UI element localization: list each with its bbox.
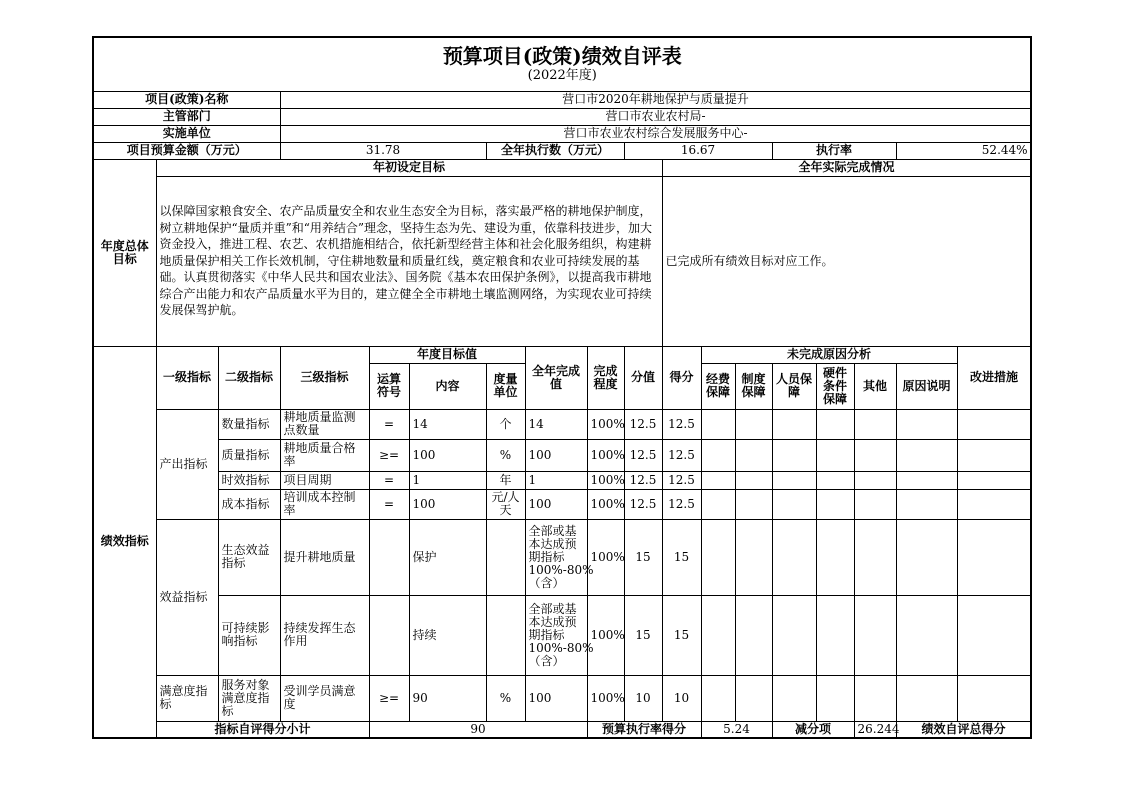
row-degree: 100%	[587, 675, 624, 721]
row-reason-funds	[701, 519, 735, 595]
row-l2: 成本指标	[218, 489, 280, 519]
row-score: 10	[624, 675, 662, 721]
row-op	[369, 595, 409, 675]
table-row	[93, 595, 1031, 675]
goal-initial-text: 以保障国家粮食安全、农产品质量安全和农业生态安全为目标，落实最严格的耕地保护制度，树立耕地保护“量质并重”和“用养结合”理念，坚持生态为先、建设为重，依靠科技进步，加大资金投入，推进工程、农艺、农机措施相结合，依托新型经营主体和社会化服务组织，构建耕地质量保护相关工作长效机制，守住耕地数量和质量红线，奠定粮食和农业可持续发展的基础。认真贯彻落实《中华人民共和国农业法》、国务院《基本农田保护条例》，以提高我市耕地综合产出能力和农产品质量水平为目的，建立健全全市耕地土壤监测网络，为实现农业可持续发展保驾护航。	[156, 176, 662, 346]
row-content: 90	[409, 675, 486, 721]
row-reason-other	[854, 471, 896, 489]
row-reason-funds	[701, 595, 735, 675]
row-score: 15	[624, 519, 662, 595]
header-degree: 完成程度	[587, 346, 624, 409]
header-reason-staff: 人员保障	[772, 363, 816, 409]
dept-value: 营口市农业农村局-	[280, 108, 1031, 125]
row-reason-other	[854, 519, 896, 595]
row-reason-staff	[772, 519, 816, 595]
row-score: 12.5	[624, 439, 662, 471]
row-op: =	[369, 489, 409, 519]
row-degree: 100%	[587, 519, 624, 595]
header-reason-other: 其他	[854, 363, 896, 409]
header-reason-system: 制度保障	[735, 363, 772, 409]
impl-value: 营口市农业农村综合发展服务中心-	[280, 125, 1031, 142]
row-reason-system	[735, 409, 772, 439]
row-unit: 元/人天	[486, 489, 525, 519]
table-row	[93, 519, 1031, 595]
row-reason-note	[896, 489, 957, 519]
row-l3: 提升耕地质量	[280, 519, 369, 595]
rate-label: 执行率	[772, 142, 896, 159]
table-row	[93, 675, 1031, 721]
group-benefit: 效益指标	[156, 519, 218, 675]
row-improve	[957, 489, 1031, 519]
evaluation-sheet	[92, 36, 1030, 739]
row-got: 15	[662, 595, 701, 675]
row-done: 14	[525, 409, 587, 439]
goal-actual-header: 全年实际完成情况	[662, 159, 1031, 176]
project-name: 营口市2020年耕地保护与质量提升	[280, 91, 1031, 108]
row-l2: 可持续影响指标	[218, 595, 280, 675]
row-reason-system	[735, 489, 772, 519]
row-improve	[957, 409, 1031, 439]
row-op: ≥=	[369, 439, 409, 471]
row-reason-hardware	[816, 489, 854, 519]
row-got: 12.5	[662, 471, 701, 489]
total-score-label: 绩效自评总得分	[896, 721, 1031, 738]
header-got: 得分	[662, 346, 701, 409]
row-got: 12.5	[662, 489, 701, 519]
row-reason-system	[735, 675, 772, 721]
row-l3: 耕地质量合格率	[280, 439, 369, 471]
row-l3: 持续发挥生态作用	[280, 595, 369, 675]
budget-value: 31.78	[280, 142, 486, 159]
row-degree: 100%	[587, 595, 624, 675]
group-satisfaction: 满意度指标	[156, 675, 218, 721]
exec-label: 全年执行数（万元）	[486, 142, 624, 159]
group-output: 产出指标	[156, 409, 218, 519]
row-reason-staff	[772, 409, 816, 439]
impl-label: 实施单位	[93, 125, 280, 142]
row-reason-other	[854, 439, 896, 471]
row-reason-hardware	[816, 595, 854, 675]
dept-label: 主管部门	[93, 108, 280, 125]
row-l3: 项目周期	[280, 471, 369, 489]
evaluation-table	[92, 36, 1032, 739]
row-score: 12.5	[624, 409, 662, 439]
row-content: 100	[409, 489, 486, 519]
row-content: 1	[409, 471, 486, 489]
row-l2: 时效指标	[218, 471, 280, 489]
header-reason-group: 未完成原因分析	[701, 346, 957, 363]
row-content: 100	[409, 439, 486, 471]
row-reason-funds	[701, 471, 735, 489]
header-level2: 二级指标	[218, 346, 280, 409]
row-done: 全部或基本达成预期指标100%-80%（含）	[525, 595, 587, 675]
table-row	[93, 471, 1031, 489]
goal-actual-text: 已完成所有绩效目标对应工作。	[662, 176, 1031, 346]
header-score: 分值	[624, 346, 662, 409]
row-done: 100	[525, 439, 587, 471]
row-reason-hardware	[816, 439, 854, 471]
row-unit: %	[486, 439, 525, 471]
row-reason-hardware	[816, 519, 854, 595]
row-done: 1	[525, 471, 587, 489]
header-reason-hardware: 硬件条件保障	[816, 363, 854, 409]
row-degree: 100%	[587, 439, 624, 471]
project-name-label: 项目(政策)名称	[93, 91, 280, 108]
table-row	[93, 489, 1031, 519]
row-op: =	[369, 409, 409, 439]
row-degree: 100%	[587, 471, 624, 489]
self-score-label: 指标自评得分小计	[156, 721, 369, 738]
row-reason-hardware	[816, 675, 854, 721]
row-improve	[957, 519, 1031, 595]
row-content: 14	[409, 409, 486, 439]
row-l2: 质量指标	[218, 439, 280, 471]
row-done: 100	[525, 489, 587, 519]
header-reason-funds: 经费保障	[701, 363, 735, 409]
row-reason-funds	[701, 409, 735, 439]
rate-value: 52.44%	[896, 142, 1031, 159]
row-reason-staff	[772, 595, 816, 675]
row-l2: 生态效益指标	[218, 519, 280, 595]
row-improve	[957, 471, 1031, 489]
row-l3: 受训学员满意度	[280, 675, 369, 721]
row-op: ≥=	[369, 675, 409, 721]
row-reason-staff	[772, 471, 816, 489]
header-completed: 全年完成值	[525, 346, 587, 409]
row-unit: %	[486, 675, 525, 721]
row-reason-note	[896, 519, 957, 595]
row-reason-note	[896, 471, 957, 489]
header-target-group: 年度目标值	[369, 346, 525, 363]
row-improve	[957, 595, 1031, 675]
header-content: 内容	[409, 363, 486, 409]
row-unit	[486, 595, 525, 675]
row-reason-staff	[772, 675, 816, 721]
row-unit	[486, 519, 525, 595]
row-reason-funds	[701, 675, 735, 721]
row-reason-funds	[701, 439, 735, 471]
row-reason-other	[854, 595, 896, 675]
row-reason-system	[735, 471, 772, 489]
row-op: =	[369, 471, 409, 489]
budget-score: 5.24	[701, 721, 772, 738]
row-reason-staff	[772, 489, 816, 519]
page-year: (2022年度)	[527, 68, 597, 83]
self-score: 90	[369, 721, 587, 738]
row-l2: 数量指标	[218, 409, 280, 439]
row-reason-system	[735, 595, 772, 675]
header-improve: 改进措施	[957, 346, 1031, 409]
row-reason-system	[735, 519, 772, 595]
row-improve	[957, 439, 1031, 471]
row-score: 12.5	[624, 489, 662, 519]
row-score: 15	[624, 595, 662, 675]
header-operator: 运算符号	[369, 363, 409, 409]
row-degree: 100%	[587, 409, 624, 439]
page-title: 预算项目(政策)绩效自评表	[442, 44, 682, 68]
row-reason-note	[896, 595, 957, 675]
row-reason-hardware	[816, 471, 854, 489]
row-reason-other	[854, 675, 896, 721]
goal-label: 年度总体目标	[93, 159, 156, 346]
row-got: 15	[662, 519, 701, 595]
row-reason-funds	[701, 489, 735, 519]
row-reason-system	[735, 439, 772, 471]
row-content: 持续	[409, 595, 486, 675]
row-degree: 100%	[587, 489, 624, 519]
header-level1: 一级指标	[156, 346, 218, 409]
row-reason-other	[854, 409, 896, 439]
title-cell	[93, 37, 1031, 91]
row-op	[369, 519, 409, 595]
budget-score-label: 预算执行率得分	[587, 721, 701, 738]
deduct-value: 26.244	[854, 721, 896, 738]
row-reason-other	[854, 489, 896, 519]
header-unit: 度量单位	[486, 363, 525, 409]
perf-label: 绩效指标	[93, 346, 156, 738]
row-got: 10	[662, 675, 701, 721]
row-got: 12.5	[662, 439, 701, 471]
row-score: 12.5	[624, 471, 662, 489]
budget-label: 项目预算金额（万元）	[93, 142, 280, 159]
row-done: 100	[525, 675, 587, 721]
row-got: 12.5	[662, 409, 701, 439]
header-level3: 三级指标	[280, 346, 369, 409]
goal-initial-header: 年初设定目标	[156, 159, 662, 176]
row-reason-hardware	[816, 409, 854, 439]
row-done: 全部或基本达成预期指标100%-80%（含）	[525, 519, 587, 595]
row-unit: 年	[486, 471, 525, 489]
exec-value: 16.67	[624, 142, 772, 159]
row-l3: 耕地质量监测点数量	[280, 409, 369, 439]
row-reason-staff	[772, 439, 816, 471]
row-l3: 培训成本控制率	[280, 489, 369, 519]
deduct-label: 减分项	[772, 721, 854, 738]
row-improve	[957, 675, 1031, 721]
row-reason-note	[896, 439, 957, 471]
header-reason-note: 原因说明	[896, 363, 957, 409]
row-reason-note	[896, 409, 957, 439]
row-unit: 个	[486, 409, 525, 439]
row-l2: 服务对象满意度指标	[218, 675, 280, 721]
table-row	[93, 439, 1031, 471]
table-row	[93, 409, 1031, 439]
row-content: 保护	[409, 519, 486, 595]
row-reason-note	[896, 675, 957, 721]
